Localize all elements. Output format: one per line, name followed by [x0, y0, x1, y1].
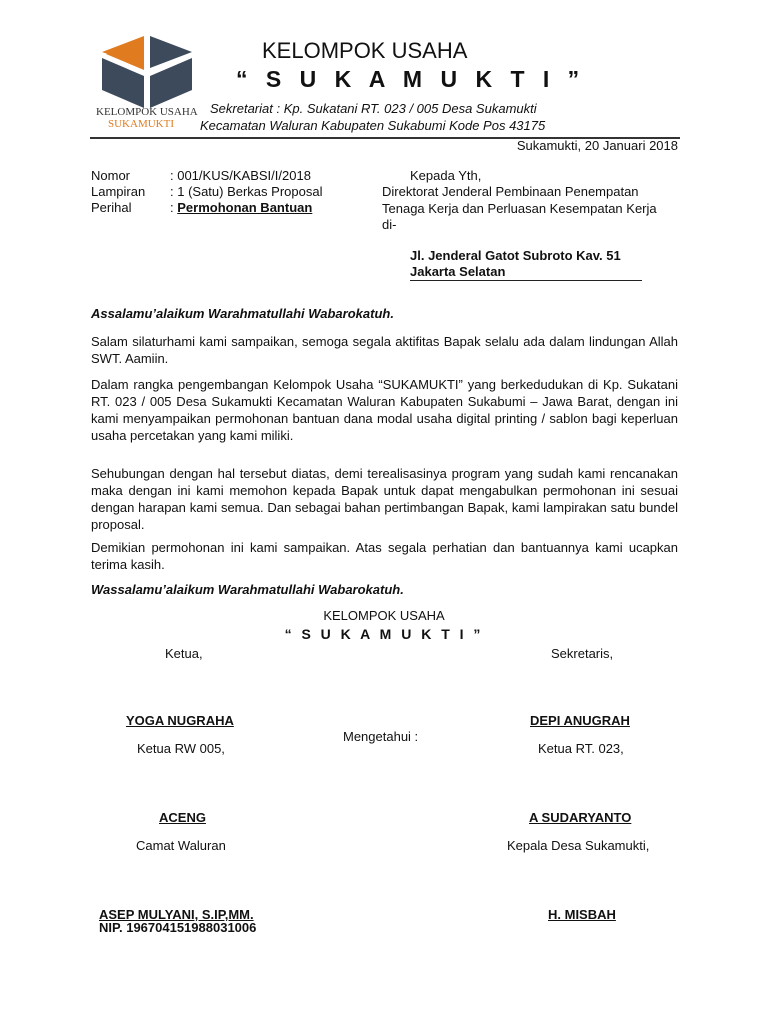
- rt-label: Ketua RT. 023,: [538, 741, 624, 756]
- letter-date: Sukamukti, 20 Januari 2018: [516, 138, 678, 153]
- org-address-line2: Kecamatan Waluran Kabupaten Sukabumi Kode Pos 43175: [200, 118, 546, 133]
- signature-org-name: “ S U K A M U K T I ”: [284, 626, 484, 642]
- body-paragraph-4: Demikian permohonan ini kami sampaikan. Atas segala perhatian dan bantuannya kami ucapkan terima kasih.: [91, 540, 678, 572]
- subject-text: Permohonan Bantuan: [177, 200, 313, 215]
- logo-caption-top: KELOMPOK USAHA: [96, 106, 198, 118]
- meta-value-perihal: [170, 200, 312, 215]
- meta-value-perihal-prefix: :: [170, 200, 178, 215]
- recipient-line1: Direktorat Jenderal Pembinaan Penempatan: [382, 184, 639, 199]
- camat-nip: NIP. 196704151988031006: [99, 920, 257, 935]
- cube-logo-icon: [92, 36, 202, 108]
- meta-label-nomor: Nomor: [91, 168, 131, 183]
- body-paragraph-3: Sehubungan dengan hal tersebut diatas, demi terealisasinya program yang sudah kami rencanakan maka dengan ini kami memohon kepada Bapak untuk dapat mengabulkan permohonan ini sesuai dengan harapan kami semua. Dan sebagai bahan pertimbangan Bapak, kami lampirakan satu bundel proposal.: [91, 466, 678, 532]
- recipient-address2: Jakarta Selatan: [410, 264, 506, 279]
- rw-label: Ketua RW 005,: [137, 741, 225, 756]
- recipient-line2: Tenaga Kerja dan Perluasan Kesempatan Kerja: [382, 201, 657, 216]
- recipient-line3: di-: [382, 217, 397, 232]
- camat-label: Camat Waluran: [136, 838, 226, 853]
- ketua-name: YOGA NUGRAHA: [126, 713, 234, 728]
- opening-salutation: Assalamu’alaikum Warahmatullahi Wabarokatuh.: [91, 306, 394, 321]
- kades-name: H. MISBAH: [548, 907, 616, 922]
- body-paragraph-2: Dalam rangka pengembangan Kelompok Usaha “SUKAMUKTI” yang berkedudukan di Kp. Sukatani RT. 023 / 005 Desa Sukamukti Kecamatan Waluran Kabupaten Sukabumi – Jawa Barat, dengan ini kami menyampaikan permohonan bantuan dana modal usaha digital printing / sablon bagi keperluan usaha percetakan yang kami miliki.: [91, 377, 678, 443]
- recipient-address-underline: [410, 280, 642, 281]
- ketua-label: Ketua,: [165, 646, 203, 661]
- sekretaris-label: Sekretaris,: [551, 646, 614, 661]
- logo-caption-bottom: SUKAMUKTI: [108, 118, 174, 130]
- camat-name: ASEP MULYANI, S.IP,MM.: [99, 907, 254, 922]
- rt-name: A SUDARYANTO: [529, 810, 632, 825]
- mengetahui-label: Mengetahui :: [343, 729, 419, 744]
- org-address-line1: Sekretariat : Kp. Sukatani RT. 023 / 005 Desa Sukamukti: [210, 101, 537, 116]
- meta-value-lampiran: : 1 (Satu) Berkas Proposal: [170, 184, 323, 199]
- signature-org-title: KELOMPOK USAHA: [323, 608, 445, 623]
- kades-label: Kepala Desa Sukamukti,: [507, 838, 650, 853]
- closing-salutation: Wassalamu’alaikum Warahmatullahi Wabarokatuh.: [91, 582, 404, 597]
- sekretaris-name: DEPI ANUGRAH: [530, 713, 630, 728]
- rw-name: ACENG: [159, 810, 206, 825]
- org-name: “ S U K A M U K T I ”: [236, 66, 586, 92]
- recipient-address1: Jl. Jenderal Gatot Subroto Kav. 51: [410, 248, 621, 263]
- meta-label-lampiran: Lampiran: [91, 184, 146, 199]
- org-title: KELOMPOK USAHA: [262, 38, 468, 63]
- body-paragraph-1: Salam silaturhami kami sampaikan, semoga segala aktifitas Bapak selalu ada dalam lindungan Allah SWT. Aamiin.: [91, 334, 678, 366]
- meta-label-perihal: Perihal: [91, 200, 132, 215]
- recipient-greeting: Kepada Yth,: [410, 168, 482, 183]
- meta-value-nomor: : 001/KUS/KABSI/I/2018: [170, 168, 311, 183]
